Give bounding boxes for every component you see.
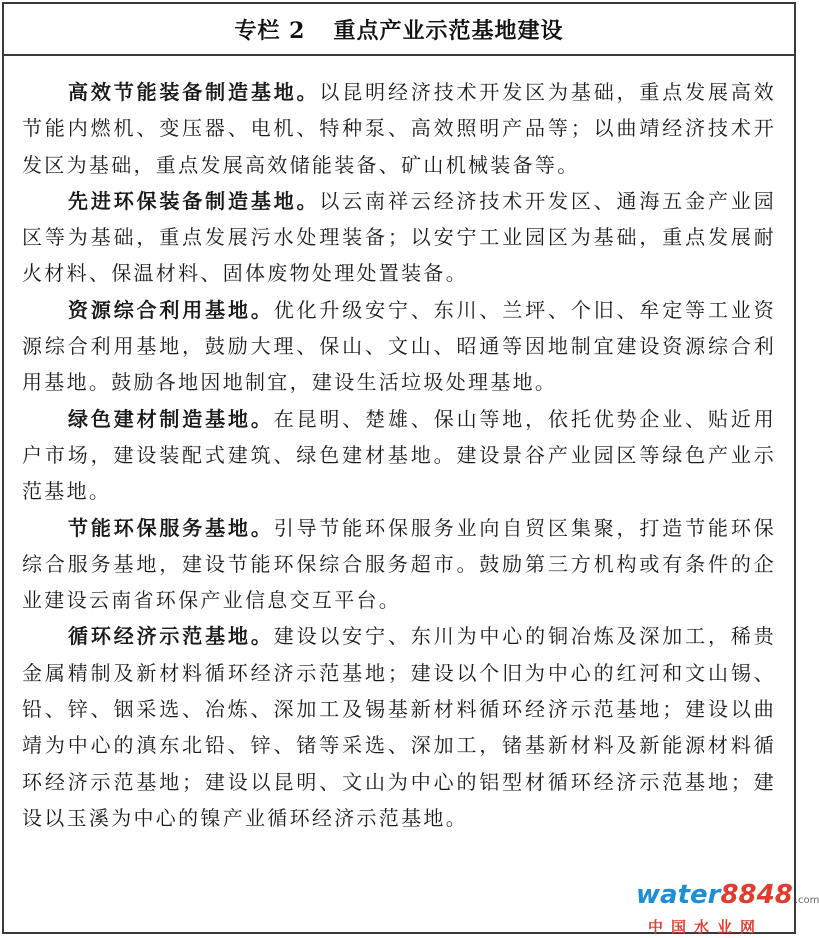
paragraph-text: 优化升级安宁、东川、兰坪、个旧、牟定等工业资源综合利用基地，鼓励大理、保山、文山、昭通等因地制宜建设资源综合利用基地。鼓励各地因地制宜，建设生活垃圾处理基地。 <box>22 297 776 395</box>
paragraph-heading: 循环经济示范基地。 <box>68 624 274 649</box>
site-watermark-logo <box>636 880 819 936</box>
paragraph-heading: 资源综合利用基地。 <box>68 297 274 322</box>
paragraph-text: 建设以安宁、东川为中心的铜冶炼及深加工，稀贵金属精制及新材料循环经济示范基地；建设以个旧为中心的红河和文山锡、铅、锌、铟采选、冶炼、深加工及锡基新材料循环经济示范基地；建设以曲靖为中心的滇东北铅、锌、锗等采选、深加工，锗基新材料及新能源材料循环经济示范基地；建设以昆明、文山为中心的铝型材循环经济示范基地；建设以玉溪为中心的镍产业循环经济示范基地。 <box>22 624 776 830</box>
watermark-brand <box>636 880 819 914</box>
column-label: 专栏 2 <box>234 17 306 44</box>
paragraph-heading: 绿色建材制造基地。 <box>68 406 274 431</box>
watermark-brand-number: 8848 <box>720 880 793 910</box>
watermark-brand-suffix: .com <box>794 895 819 906</box>
paragraph-heading: 高效节能装备制造基地。 <box>68 80 320 104</box>
column-body <box>4 56 794 836</box>
paragraph-heading: 节能环保服务基地。 <box>68 515 274 540</box>
paragraph-environmental-services <box>22 510 776 619</box>
paragraph-resource-utilization <box>22 292 776 401</box>
paragraph-heading: 先进环保装备制造基地。 <box>68 188 320 213</box>
paragraph-text: 引导节能环保服务业向自贸区集聚，打造节能环保综合服务基地，建设节能环保综合服务超市。鼓励第三方机构或有条件的企业建设云南省环保产业信息交互平台。 <box>22 515 776 613</box>
paragraph-environmental-equipment <box>22 183 776 292</box>
column-title-bar <box>4 4 794 56</box>
column-box <box>2 2 796 934</box>
paragraph-green-building-materials <box>22 401 776 510</box>
paragraph-circular-economy <box>22 618 776 836</box>
paragraph-text: 以云南祥云经济技术开发区、通海五金产业园区等为基础，重点发展污水处理装备；以安宁工业园区为基础，重点发展耐火材料、保温材料、固体废物处理处置装备。 <box>22 188 776 286</box>
paragraph-text: 以昆明经济技术开发区为基础，重点发展高效节能内燃机、变压器、电机、特种泵、高效照明产品等；以曲靖经济技术开发区为基础，重点发展高效储能装备、矿山机械装备等。 <box>22 80 776 177</box>
paragraph-energy-saving-equipment <box>22 74 776 183</box>
watermark-site-name: 中国水业网 <box>648 918 764 936</box>
paragraph-text: 在昆明、楚雄、保山等地，依托优势企业、贴近用户市场，建设装配式建筑、绿色建材基地。建设景谷产业园区等绿色产业示范基地。 <box>22 406 776 504</box>
watermark-brand-word: water <box>636 880 721 910</box>
column-title: 重点产业示范基地建设 <box>333 17 564 44</box>
